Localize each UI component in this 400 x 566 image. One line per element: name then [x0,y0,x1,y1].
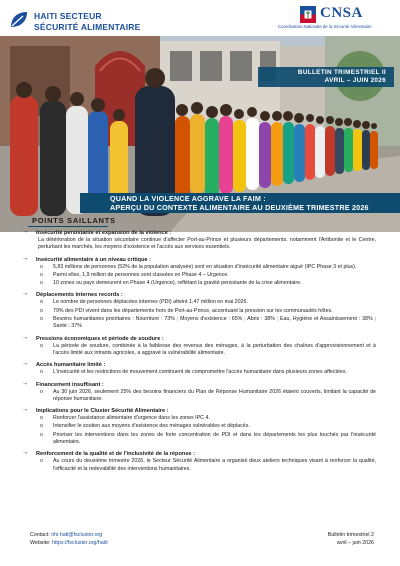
bullet-icon: o [40,307,43,314]
highlight-item [0,449,400,473]
bullet-icon: o [40,415,43,422]
bullet-item [40,389,376,404]
highlights-list [0,228,400,476]
banner-line2: APERÇU DU CONTEXTE ALIMENTAIRE AU DEUXIÈME TRIMESTRE 2026 [110,203,369,212]
website-link[interactable]: https://fscluster.org/haiti [52,539,108,546]
footer-edition-block [328,532,374,547]
bullet-text: L'insécurité et les restrictions de mouvement continuent de compromettre l'accès humanitaire dans plusieurs zones affectées. [53,369,347,376]
cnsa-wordmark: CNSA [320,5,363,21]
bulletin-label [258,67,394,87]
bullet-text: Au cours du deuxième trimestre 2026, le Secteur Sécurité Alimentaire a organisé deux ateliers techniques visant à renforcer la qualité, l'efficacité et la redevabilité des interventions humanitaires. [53,458,376,472]
footer-contact-block [30,532,108,547]
highlight-title: Renforcement de la qualité et de l'inclusivité de la réponse : [36,451,195,458]
haiti-crest-icon [300,6,316,23]
bullet-icon: o [40,431,43,438]
highlight-title: Pressions économiques et période de soudure : [36,335,164,342]
bullet-item [40,415,376,422]
arrow-icon: → [22,333,29,341]
bullet-item [40,316,376,331]
arrow-icon: → [22,406,29,414]
website-label: Website: [30,539,51,546]
bullet-text: 5,83 millions de personnes (52% de la population analysée) sont en situation d'insécurité alimentaire aiguë (IPC Phase 3 et plus). [53,263,357,270]
arrow-icon: → [22,360,29,368]
footer-bulletin-number: Bulletin trimestriel 2 [327,532,374,538]
banner-line1: QUAND LA VIOLENCE AGGRAVE LA FAIM : [110,194,266,203]
bullet-icon: o [40,423,43,430]
highlight-title: Insécurité alimentaire à un niveau critique : [36,256,152,263]
highlight-item [0,228,400,252]
page-footer [0,532,400,566]
bulletin-line1: BULLETIN TRIMESTRIEL II [297,69,386,76]
bullet-icon: o [40,342,43,349]
bullet-text: Besoins humanitaires prioritaires : Nourriture : 73% ; Moyens d'existence : 65% ; Abris : 38% ; Eau, Hygiène et Assainissement : 38% ; Santé : 37% [53,316,376,330]
highlight-item [0,380,400,404]
bullet-text: Intensifier le soutien aux moyens d'existence des ménages vulnérables et déplacés. [53,423,250,430]
highlight-title: Accès humanitaire limité : [36,362,106,369]
footer-bulletin-period: avril – juin 2026 [336,539,374,546]
bullet-text: Parmi elles, 1,9 million de personnes sont classées en Phase 4 – Urgence. [53,271,229,278]
bullet-icon: o [40,299,43,306]
bullet-item [40,432,376,447]
bullet-item [40,343,376,358]
highlight-item [0,255,400,288]
highlight-title: Financement insuffisant : [36,381,104,388]
bullet-item [40,423,376,430]
bullet-icon: o [40,280,43,287]
bullet-text: Renforcer l'assistance alimentaire d'urgence dans les zones IPC 4. [53,415,210,422]
website-line [30,540,108,548]
highlight-item [0,290,400,330]
bulletin-line2: AVRIL – JUIN 2026 [324,77,386,84]
logo-text-line1: HAITI SECTEUR [34,11,102,21]
bullet-icon: o [40,271,43,278]
bullet-item [40,458,376,473]
contact-email-link[interactable]: nhi.hati@fscluster.org [51,532,103,538]
highlight-title: Implications pour le Cluster Sécurité Alimentaire : [36,408,169,415]
section-title: POINTS SAILLANTS [32,216,116,225]
highlight-item [0,334,400,358]
bullet-item [40,272,376,279]
arrow-icon: → [22,290,29,298]
bullet-item [40,308,376,315]
highlight-item [0,406,400,446]
section-divider [28,226,108,227]
bullet-text: 79% des PDI vivent dans les départements hors de Port-au-Prince, accentuant la pression sur les communautés hôtes. [53,307,333,314]
sector-leaf-icon [8,9,30,31]
bullet-text: Au 30 juin 2026, seulement 25% des besoins financiers du Plan de Réponse Humanitaire 2026 étaient couverts, limitant la capacité de réponse humanitaire. [53,388,376,402]
highlight-text: La détérioration de la situation sécuritaire continue d'affecter Port-au-Prince et plusieurs départements, notamment l'Artibonite et le Centre, perturbant les marchés, les moyens d'existence et l'accès aux services essentiels. [38,237,376,251]
bullet-icon: o [40,369,43,376]
highlight-title: Insécurité persistante et expansion de la violence : [36,230,172,236]
cnsa-subtitle: Coordination Nationale de la Sécurité Alimentaire [278,24,372,29]
bullet-item [40,280,376,287]
title-banner [80,193,400,213]
bullet-item [40,264,376,271]
bullet-icon: o [40,316,43,323]
bullet-text: La période de soudure, combinée à la faiblesse des revenus des ménages, à la perturbation des chaînes d'approvisionnement et à l'accès limité aux intrants agricoles, a aggravé la vulnérabilité alimentaire. [53,342,376,356]
highlight-item [0,360,400,376]
bullet-icon: o [40,263,43,270]
bullet-text: Prioriser les interventions dans les zones de forte concentration de PDI et dans les départements les plus touchés par l'insécurité alimentaire. [53,431,376,446]
arrow-icon: → [22,379,29,387]
highlights-section [0,213,400,533]
contact-line [30,532,108,540]
arrow-icon: → [22,254,29,262]
bullet-item [40,299,376,306]
bullet-icon: o [40,458,43,465]
bullet-text: Le nombre de personnes déplacées internes (PDI) atteint 1,47 million en mai 2026. [53,299,248,306]
food-security-sector-logo [8,7,141,37]
arrow-icon: → [22,449,29,457]
bullet-text: 10 zones ou pays demeurent en Phase 4 (Urgence), reflétant la gravité persistante de la crise alimentaire. [53,280,302,287]
bullet-icon: o [40,388,43,395]
arrow-icon: → [22,228,29,235]
bullet-item [40,369,376,376]
contact-label: Contact: [30,532,50,538]
highlight-title: Déplacements internes records : [36,292,123,299]
logo-text-line2: SÉCURITÉ ALIMENTAIRE [34,22,141,32]
